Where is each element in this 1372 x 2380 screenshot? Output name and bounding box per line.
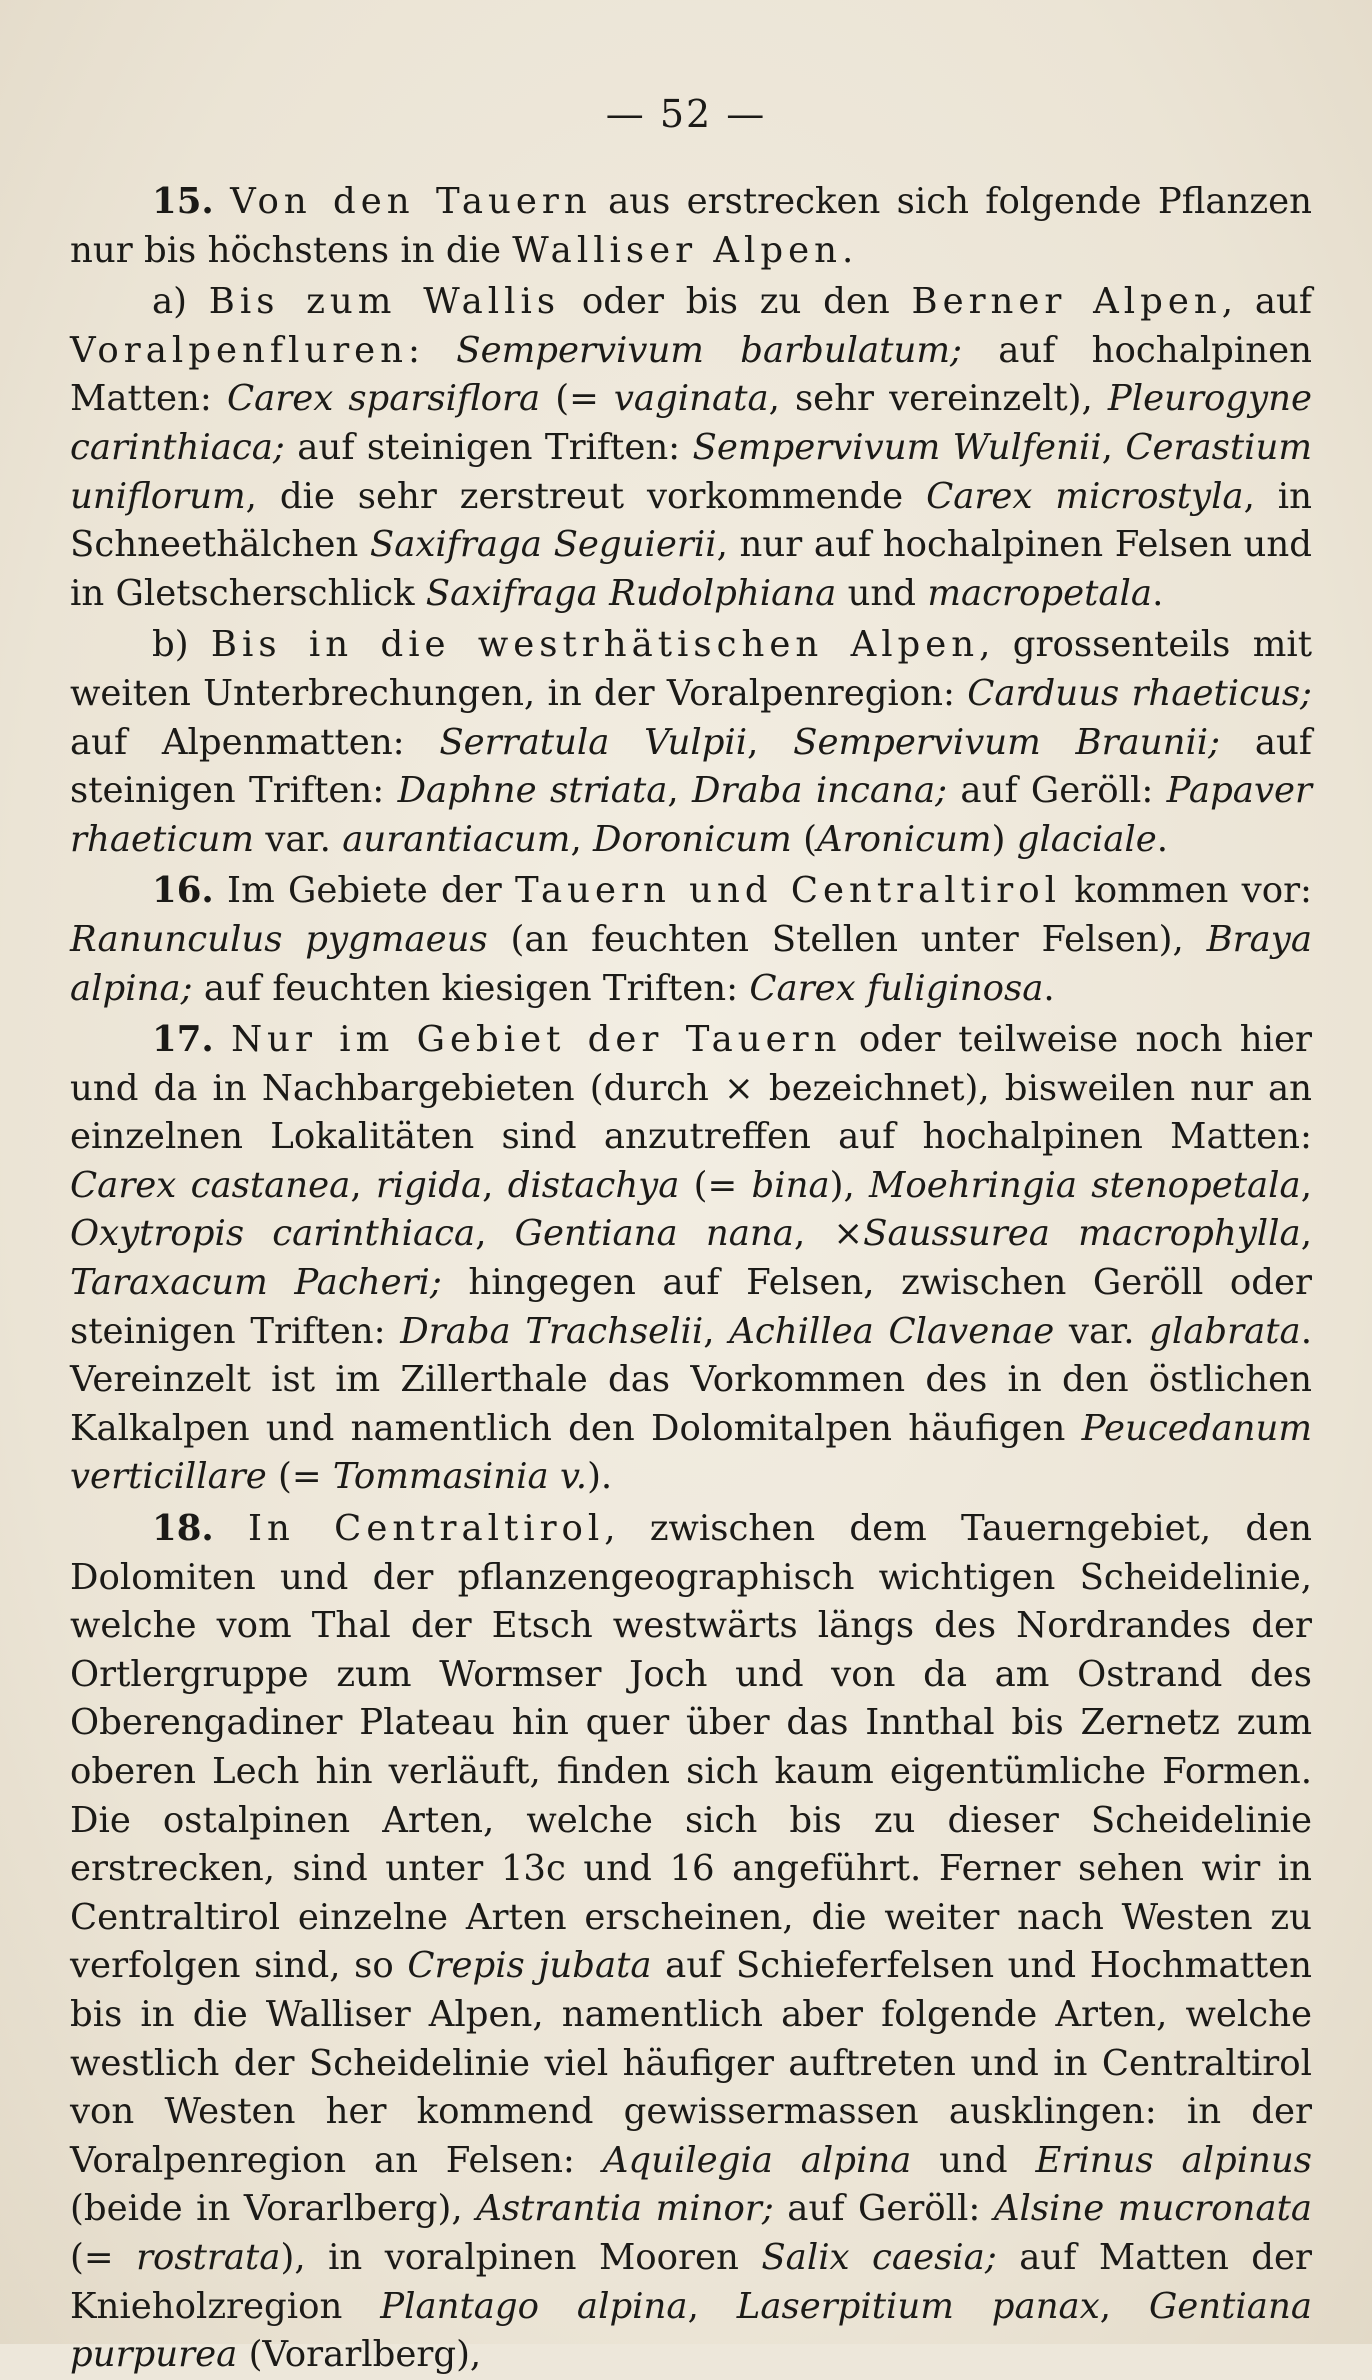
text-run: auf Schieferfelsen und Hochmatten bis in die Walliser Alpen, namentlich aber folgende Arten, welche westlich der Scheidelinie viel häufiger auftreten und in Centraltirol von Westen her kommend gewissermassen ausklingen: in der Voralpenregion an Felsen: xyxy=(70,1945,1313,2181)
text-run: ( xyxy=(70,2236,84,2278)
spaced-text: Tauern und Centraltirol xyxy=(515,870,1061,912)
text-run: auf feuchten kiesigen Triften: xyxy=(192,967,750,1009)
text-run: auf hochalpinen Matten: xyxy=(70,329,1312,420)
species-name: distachya xyxy=(507,1164,680,1206)
text-run: ), xyxy=(829,1164,870,1206)
text-run: auf Matten der Knieholzregion xyxy=(70,2236,1312,2327)
text-run: , xyxy=(667,770,693,812)
spaced-text: Walliser Alpen xyxy=(512,229,842,271)
text-run: kommen vor: xyxy=(1060,870,1313,912)
species-name: Daphne striata xyxy=(397,770,668,812)
section-number: 18. xyxy=(152,1508,214,1550)
spaced-text: Bis zum Wallis xyxy=(208,281,561,323)
species-name: glabrata xyxy=(1149,1310,1301,1352)
text-run: , grossenteils mit weiten Unterbrechungen, in der Voralpenregion: xyxy=(70,624,1312,714)
species-name: Braya alpina; xyxy=(70,918,1313,1009)
species-name: Salix caesia; xyxy=(761,2236,997,2278)
text-run: . xyxy=(1043,967,1055,1009)
text-run: , xyxy=(350,1164,376,1206)
text-run: hingegen auf Felsen, zwischen Geröll oder steinigen Triften: xyxy=(70,1262,1312,1352)
paragraph-15b xyxy=(70,621,1312,864)
text-run: , xyxy=(703,1310,730,1352)
page-number: — 52 — xyxy=(605,92,767,136)
text-run: ( xyxy=(791,818,817,860)
species-name: Plantago alpina xyxy=(380,2285,688,2327)
spaced-text: Nur im Gebiet der Tauern xyxy=(231,1019,842,1061)
species-name: Serratula Vulpii xyxy=(439,721,748,763)
species-name: Sempervivum Braunii; xyxy=(793,721,1221,763)
text-run: Im Gebiete der xyxy=(213,870,516,912)
species-name: Doronicum xyxy=(593,818,792,860)
text-run: oder bis zu den xyxy=(560,281,912,323)
text-run: , xyxy=(1300,1213,1312,1255)
species-name: Saxifraga Rudolphiana xyxy=(425,572,837,614)
text-run: . xyxy=(841,229,854,271)
species-name: Carduus rhaeticus; xyxy=(967,672,1313,714)
spaced-text: In Centraltirol xyxy=(248,1508,605,1550)
species-name: Moehringia stenopetala xyxy=(869,1164,1301,1206)
text-run: oder teilweise noch hier und da in Nachbargebieten (durch × bezeichnet), bisweilen nur an einzelnen Lokalitäten sind anzutreffen auf hochalpinen Matten: xyxy=(70,1019,1312,1158)
text-run: . Vereinzelt ist im Zillerthale das Vorkommen des in den östlichen Kalkalpen und namentlich den Dolomitalpen häufigen xyxy=(70,1310,1312,1449)
section-number: 17. xyxy=(152,1019,214,1061)
species-name: Carex sparsiflora xyxy=(226,378,541,420)
text-run: ( xyxy=(679,1164,708,1206)
species-name: Saussurea macrophylla xyxy=(863,1213,1301,1255)
spaced-text: Berner Alpen xyxy=(911,281,1222,323)
species-name: Oxytropis carinthiaca xyxy=(70,1213,476,1255)
species-name: aurantiacum xyxy=(342,818,571,860)
text-run: ( xyxy=(266,1456,292,1498)
text-run: , × xyxy=(793,1213,864,1255)
text-run: var. xyxy=(1054,1310,1150,1352)
species-name: Gentiana nana xyxy=(514,1213,794,1255)
species-name: = Tommasinia v. xyxy=(291,1456,588,1498)
text-run: aus erstrecken sich folgende Pflanzen nur bis höchstens in die xyxy=(70,181,1312,271)
section-number: 15. xyxy=(152,181,214,222)
species-name: glaciale xyxy=(1016,818,1157,860)
species-name: Draba incana; xyxy=(692,770,948,812)
text-run: ) xyxy=(991,818,1017,860)
paragraph-15a xyxy=(70,278,1312,618)
text-run: , zwischen dem Tauerngebiet, den Dolomiten und der pflanzengeographisch wichtigen Scheidelinie, welche vom Thal der Etsch westwärts längs des Nordrandes der Ortlergruppe zum Wormser Joch und von da am Ostrand des Oberengadiner Plateau hin quer über das Innthal bis Zernetz zum oberen Lech hin verläuft, finden sich kaum eigentümliche Formen. Die ostalpinen Arten, welche sich bis zu dieser Scheidelinie erstrecken, sind unter 13c und 16 angeführt. Ferner sehen wir in Centraltirol einzelne Arten erscheinen, die weiter nach Westen zu verfolgen sind, so xyxy=(70,1508,1313,1987)
text-run: und xyxy=(911,2139,1036,2181)
species-name: = rostrata xyxy=(83,2236,281,2278)
species-name: Sempervivum Wulfenii xyxy=(692,426,1102,468)
paragraph-18 xyxy=(70,1505,1312,2380)
species-name: Erinus alpinus xyxy=(1035,2139,1312,2181)
text-run: : xyxy=(408,329,457,371)
species-name: Achillea Clavenae xyxy=(729,1310,1055,1352)
species-name: Papaver rhaeticum xyxy=(70,770,1313,860)
text-run: (beide in Vorarlberg), xyxy=(70,2188,477,2230)
species-name: Carex fuliginosa xyxy=(749,967,1044,1009)
paragraph-15 xyxy=(70,178,1312,275)
subsection-label: b) xyxy=(152,624,189,666)
species-name: Saxifraga Seguierii xyxy=(369,524,717,566)
text-run: ), in voralpinen Mooren xyxy=(280,2236,762,2278)
spaced-text: Voralpenfluren xyxy=(70,329,409,371)
spaced-text: Von den Tauern xyxy=(230,181,592,222)
section-number: 16. xyxy=(152,870,214,912)
species-name: Pleurogyne carinthiaca; xyxy=(70,378,1312,468)
species-name: macropetala xyxy=(927,572,1153,614)
text-run: , xyxy=(1300,1164,1313,1206)
text-run: auf steinigen Triften: xyxy=(70,721,1312,812)
text-run: , xyxy=(570,818,594,860)
text-run: (an feuchten Stellen unter Felsen), xyxy=(487,918,1207,960)
species-name: = vaginata xyxy=(569,378,769,420)
text-run: , xyxy=(687,2285,737,2327)
species-name: Alsine mucronata xyxy=(993,2188,1312,2230)
text-run: . xyxy=(1156,818,1169,860)
paragraph-16 xyxy=(70,867,1312,1013)
text-run: auf Geröll: xyxy=(773,2188,994,2230)
text-run: und xyxy=(836,572,928,614)
text-run: auf steinigen Triften: xyxy=(284,426,693,468)
paragraph-17 xyxy=(70,1016,1312,1502)
species-name: Carex castanea xyxy=(70,1164,351,1206)
subsection-label: a) xyxy=(152,281,188,323)
text-run: , nur auf hochalpinen Felsen und in Gletscherschlick xyxy=(70,524,1313,614)
species-name: Laserpitium panax xyxy=(736,2285,1100,2327)
text-run: , die sehr zerstreut vorkommende xyxy=(245,475,927,517)
text-run: , xyxy=(747,721,794,763)
text-run: , in Schneethälchen xyxy=(70,475,1312,566)
text-run: (Vorarlberg), xyxy=(237,2334,482,2376)
species-name: Sempervivum barbulatum; xyxy=(456,329,962,371)
text-run: , xyxy=(1101,426,1126,468)
species-name: Crepis jubata xyxy=(407,1945,652,1987)
text-run: ). xyxy=(587,1456,613,1498)
species-name: = bina xyxy=(707,1164,830,1206)
text-run: auf Alpenmatten: xyxy=(70,721,440,763)
species-name: Gentiana purpurea xyxy=(70,2285,1312,2376)
text-run: auf Geröll: xyxy=(947,770,1167,812)
text-run: ( xyxy=(540,378,570,420)
text-run: , sehr vereinzelt), xyxy=(768,378,1108,420)
text-run: , xyxy=(1099,2285,1149,2327)
species-name: Aronicum xyxy=(816,818,992,860)
body-text xyxy=(70,178,1312,2380)
species-name: Taraxacum Pacheri; xyxy=(70,1262,442,1304)
species-name: Cerastium uniflorum xyxy=(70,426,1312,517)
text-run: . xyxy=(1152,572,1164,614)
text-run: var. xyxy=(254,818,343,860)
species-name: Astrantia minor; xyxy=(476,2188,774,2230)
spaced-text: Bis in die westrhätischen Alpen xyxy=(210,624,980,666)
text-run: , auf xyxy=(1221,281,1312,323)
species-name: Aquilegia alpina xyxy=(602,2139,912,2181)
text-run: , xyxy=(482,1164,508,1206)
species-name: rigida xyxy=(375,1164,483,1206)
species-name: Ranunculus pygmaeus xyxy=(70,918,488,960)
species-name: Peucedanum verticillare xyxy=(70,1407,1312,1498)
species-name: Carex microstyla xyxy=(926,475,1244,517)
species-name: Draba Trachselii xyxy=(400,1310,704,1352)
text-run: , xyxy=(475,1213,515,1255)
